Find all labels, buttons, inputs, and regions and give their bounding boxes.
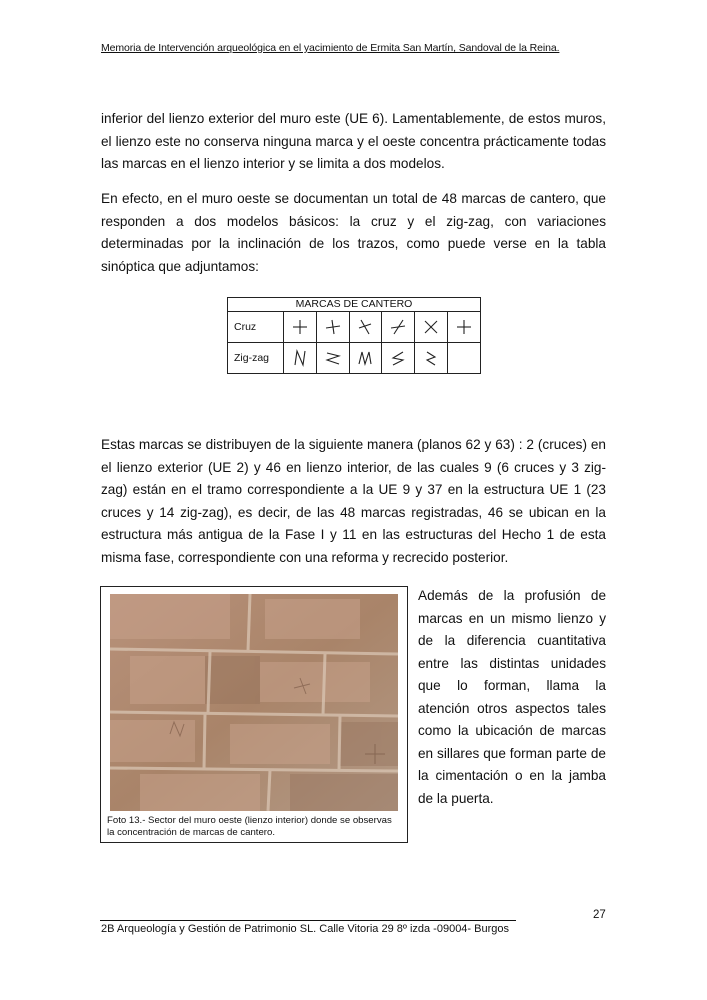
mark-cross-slight-tilt [316, 312, 349, 343]
row-label-cruz: Cruz [228, 312, 284, 343]
marks-table [227, 297, 481, 374]
page-number: 27 [593, 909, 606, 921]
mark-zigzag-z [316, 343, 349, 374]
mark-cross-diagonal [415, 312, 448, 343]
paragraph-3: Estas marcas se distribuyen de la siguiente manera (planos 62 y 63) : 2 (cruces) en el lienzo exterior (UE 2) y 46 en lienzo interior, de las cuales 9 (6 cruces y 3 zig-zag) están en el tramo correspondiente a la UE 9 y 37 en la estructura UE 1 (23 cruces y 14 zig-zag), es decir, de las 48 marcas registradas, 46 se ubican en la estructura más antigua de la Fase I y 11 en las estructuras del Hecho 1 de esta misma fase, correspondiente con una reforma y recrecido posterior. [101, 437, 606, 565]
footer-divider [100, 920, 516, 921]
wall-photo [110, 594, 398, 811]
mark-empty [448, 343, 481, 374]
mark-zigzag-s-tilted [415, 343, 448, 374]
mark-cross-tilted-left [349, 312, 382, 343]
mark-zigzag-w [349, 343, 382, 374]
mark-zigzag-n [283, 343, 316, 374]
marks-table-title: MARCAS DE CANTERO [228, 298, 481, 312]
table-row [228, 312, 481, 343]
page-header: Memoria de Intervención arqueológica en el yacimiento de Ermita San Martín, Sandoval de la Reina. [101, 42, 560, 54]
mark-cross-upright [448, 312, 481, 343]
paragraph-2: En efecto, en el muro oeste se documentan un total de 48 marcas de cantero, que responden a dos modelos básicos: la cruz y el zig-zag, con variaciones determinadas por la inclinación de los trazos, como puede verse en la tabla sinóptica que adjuntamos: [101, 191, 606, 274]
paragraph-1: inferior del lienzo exterior del muro este (UE 6). Lamentablemente, de estos muros, el lienzo este no conserva ninguna marca y el oeste concentra prácticamente todas las marcas en el lienzo interior y se limita a dos modelos. [101, 111, 606, 171]
side-paragraph: Además de la profusión de marcas en un mismo lienzo y de la diferencia cuantitativa entre las distintas unidades que lo forman, llama la atención otros aspectos tales como la ubicación de marcas en sillares que forman parte de la cimentación o en la jamba de la puerta. [418, 588, 606, 806]
mark-cross-upright [283, 312, 316, 343]
mark-cross-tilted-right [382, 312, 415, 343]
photo-frame [100, 586, 408, 843]
photo-caption: Foto 13.- Sector del muro oeste (lienzo interior) donde se observas la concentración de marcas de cantero. [107, 815, 392, 838]
row-label-zigzag: Zig-zag [228, 343, 284, 374]
table-row [228, 343, 481, 374]
mark-zigzag-s [382, 343, 415, 374]
page-footer: 2B Arqueología y Gestión de Patrimonio SL. Calle Vitoria 29 8º izda -09004- Burgos [101, 923, 509, 935]
